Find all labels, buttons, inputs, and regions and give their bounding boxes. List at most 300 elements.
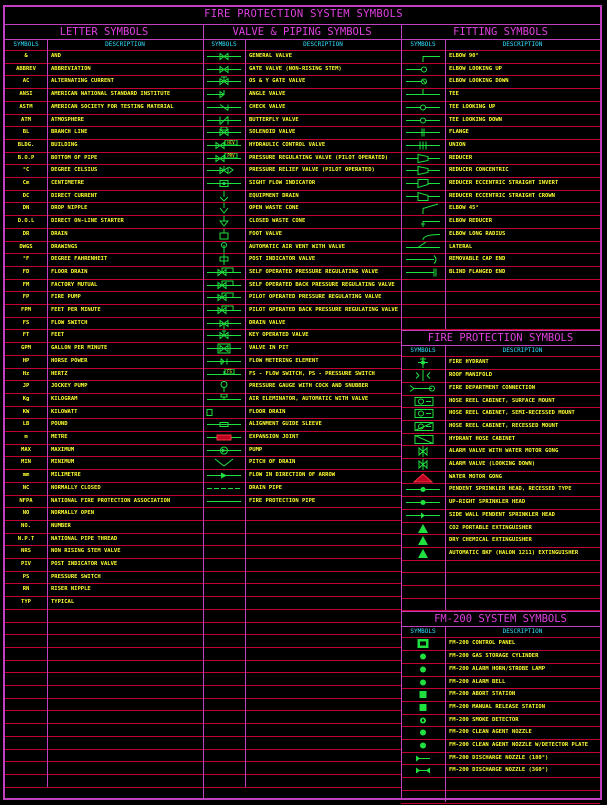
symbol-description: FIRE HYDRANT (449, 359, 489, 366)
symbol-description: POUND (51, 421, 68, 428)
symbol-description: ELBOW LONG RADIUS (449, 230, 506, 237)
symbol-description: DRAIN (51, 230, 68, 237)
fdc-icon (404, 383, 442, 394)
fm-nozzle-icon (404, 727, 442, 738)
letter-symbol: KW (22, 408, 30, 415)
symbol-description: POST INDICATOR VALVE (51, 561, 118, 567)
letter-symbol: AC (22, 78, 30, 85)
cap-end-icon (404, 254, 442, 265)
grid-line (5, 571, 203, 572)
grid-line (5, 406, 203, 407)
symbol-description: FS - FLOW SWITCH, PS - PRESSURE SWITCH (249, 370, 375, 377)
symbol-description: ALARM VALVE (LOOKING DOWN) (449, 461, 536, 467)
symbol-description: FEET (51, 332, 65, 339)
grid-line (5, 418, 203, 419)
grid-line (203, 558, 401, 559)
symbol-description: ELBOW LOOKING DOWN (449, 78, 509, 85)
grid-line (5, 253, 203, 254)
symbol-description: PILOT OPERATED PRESSURE REGULATING VALVE (249, 294, 382, 301)
key-valve-icon (205, 330, 243, 341)
symbol-description: PITCH OF DRAIN (249, 459, 296, 466)
symbol-description: METRE (51, 434, 68, 440)
hydrant-cabinet-icon (404, 434, 442, 445)
symbol-description: AUTOMATIC AIR VENT WITH VALVE (249, 243, 346, 250)
letter-symbol: MIN (21, 459, 31, 466)
symbol-description: FM-200 CONTROL PANEL (449, 640, 516, 647)
grid-line (401, 777, 600, 778)
letter-description-header: DESCRIPTION (105, 41, 145, 48)
symbol-description: DEGREE FAHRENHEIT (51, 256, 108, 263)
pitch-icon (205, 457, 243, 468)
fm-cylinder-icon (404, 651, 442, 662)
symbol-description: NUMBER (51, 522, 71, 529)
symbol-description: TYPICAL (51, 599, 75, 606)
grid-line (203, 622, 401, 623)
grid-line (5, 660, 203, 661)
self-back-prv-icon (205, 280, 243, 291)
equipment-drain-icon (205, 191, 243, 202)
gate-valve-icon (205, 51, 243, 62)
grid-line (203, 710, 401, 711)
grid-line (5, 380, 203, 381)
grid-line (5, 736, 203, 737)
grid-line (5, 317, 203, 318)
grid-line (5, 266, 203, 267)
relief-valve-icon (205, 165, 243, 176)
symbol-description: NORMALLY CLOSED (51, 484, 101, 491)
symbol-description: DRY CHEMICAL EXTINGUISHER (449, 537, 532, 544)
grid-line (203, 533, 401, 534)
grid-line (5, 164, 203, 165)
tee-up-icon (404, 102, 442, 113)
grid-line (5, 63, 203, 64)
grid-line (401, 790, 600, 791)
upright-head-icon (404, 497, 442, 508)
angle-valve-icon (205, 89, 243, 100)
tee-down-icon (404, 115, 442, 126)
letter-symbol: FT (22, 332, 30, 339)
air-vent-icon (205, 242, 243, 253)
grid-line (5, 583, 203, 584)
symbol-description: REDUCER ECCENTRIC STRAIGHT CROWN (449, 192, 555, 199)
sheet-title: FIRE PROTECTION SYSTEM SYMBOLS (204, 8, 403, 20)
symbol-description: FM-200 CLEAN AGENT NOZZLE W/DETECTOR PLATE (449, 742, 589, 748)
grid-line (5, 39, 203, 40)
symbol-description: FIRE DEPARTMENT CONNECTION (449, 384, 536, 391)
grid-line (401, 803, 600, 804)
symbol-description: AMERICAN NATIONAL STANDARD INSTITUTE (51, 91, 171, 98)
fm-abort-icon (404, 689, 442, 700)
symbol-description: PILOT OPERATED BACK PRESSURE REGULATING VALVE (249, 307, 399, 313)
symbol-description: ANGLE VALVE (249, 91, 286, 98)
letter-symbol: NO (22, 510, 30, 517)
prv-icon (205, 153, 243, 164)
grid-line (5, 545, 203, 546)
union-icon (404, 140, 442, 151)
grid-line (401, 598, 600, 599)
symbol-description: NATIONAL PIPE THREAD (51, 535, 118, 542)
letter-symbol: PS (22, 573, 30, 580)
letter-symbol: Hz (22, 370, 30, 377)
hydrant-icon (404, 357, 442, 368)
flow-switch-icon (205, 369, 243, 380)
grid-line (5, 749, 203, 750)
alarm-gong-icon (404, 446, 442, 457)
drain-pipe-icon (205, 483, 243, 494)
letter-symbol: & (24, 53, 28, 59)
grid-line (5, 190, 203, 191)
grid-line (401, 317, 600, 318)
letter-symbol: DN (22, 205, 30, 212)
symbol-description: FACTORY MUTUAL (51, 281, 98, 288)
letter-symbol: BLDG. (17, 141, 35, 148)
fm200-description-header: DESCRIPTION (502, 628, 543, 636)
symbol-description: DROP NIPPLE (51, 205, 88, 212)
symbol-description: ELBOW 45° (449, 205, 479, 212)
symbol-description: HORSE POWER (51, 357, 88, 364)
letter-symbol: NFPA (19, 497, 33, 504)
grid-line (5, 88, 203, 89)
fm200-symbols-header: SYMBOLS (410, 628, 436, 636)
grid-line (5, 177, 203, 178)
symbol-description: GALLON PER MINUTE (51, 345, 108, 352)
grid-line (5, 685, 203, 686)
grid-line (203, 647, 401, 648)
symbol-description: HERTZ (51, 370, 68, 377)
letter-symbol: NRS (21, 548, 31, 555)
grid-line (5, 114, 203, 115)
symbol-description: PUMP (249, 446, 263, 453)
flow-meter-icon (205, 356, 243, 367)
letter-symbols-header: SYMBOLS (13, 41, 39, 48)
symbol-description: FM-200 MANUAL RELEASE STATION (449, 703, 546, 710)
elbow-down-icon (404, 76, 442, 87)
grid-line (5, 444, 203, 445)
letter-symbol: FD (22, 268, 30, 275)
symbol-description: FM-200 ABORT STATION (449, 691, 516, 698)
elbow-long-icon (404, 229, 442, 240)
grid-line (203, 698, 401, 699)
grid-line (5, 139, 203, 140)
lateral-icon (404, 242, 442, 253)
letter-symbol: DC (22, 192, 30, 199)
letter-symbol: Kg (22, 395, 30, 402)
grid-line (5, 393, 203, 394)
valve-pit-icon (205, 343, 243, 354)
pendent-head-icon (404, 484, 442, 495)
symbol-description: AIR ELEMINATOR, AUTOMATIC WITH VALVE (249, 395, 369, 402)
grid-line (5, 202, 203, 203)
grid-line (5, 355, 203, 356)
grid-line (5, 761, 203, 762)
grid-line (5, 495, 203, 496)
grid-line (5, 558, 203, 559)
symbol-description: FM-200 CLEAN AGENT NOZZLE (449, 729, 532, 736)
symbol-description: UP-RIGHT SPRINKLER HEAD (449, 499, 526, 506)
svg-text:PRV: PRV (227, 152, 235, 158)
tee-icon (404, 89, 442, 100)
letter-symbol: HP (22, 357, 30, 364)
fire-pipe-icon (205, 496, 243, 507)
letter-symbol: Cm (22, 180, 30, 186)
grid-line (401, 304, 600, 305)
drain-valve-icon (205, 318, 243, 329)
grid-line (203, 545, 401, 546)
roof-manifold-icon (404, 370, 442, 381)
symbol-description: CLOSED WASTE CONE (249, 218, 306, 225)
grid-line (203, 787, 401, 788)
symbol-description: DRAIN VALVE (249, 319, 286, 326)
symbol-description: BRANCH LINE (51, 129, 88, 136)
grid-line (5, 342, 203, 343)
floor-drain-icon (205, 407, 243, 418)
letter-symbol: FM (22, 281, 30, 288)
symbol-description: FEET PER MINUTE (51, 307, 101, 313)
symbol-description: FM-200 DISCHARGE NOZZLE (180°) (449, 754, 549, 761)
grid-line (401, 330, 600, 331)
dry-chem-icon (404, 535, 442, 546)
symbol-description: BOTTOM OF PIPE (51, 154, 98, 161)
column-divider (445, 40, 446, 329)
letter-symbol: ASTM (19, 103, 33, 110)
pilot-prv-icon (205, 292, 243, 303)
symbol-description: REDUCER ECCENTRIC STRAIGHT INVERT (449, 180, 559, 186)
letter-symbol: °F (22, 256, 30, 263)
letter-symbol: DWGS (19, 243, 33, 250)
grid-line (203, 609, 401, 610)
fitting-description-header: DESCRIPTION (502, 41, 543, 48)
letter-symbol: FP (22, 294, 30, 301)
hose-semi-icon (404, 408, 442, 419)
symbol-description: AMERICAN SOCIETY FOR TESTING MATERIAL (51, 103, 174, 110)
valve-symbols-header: SYMBOLS (211, 41, 237, 48)
grid-line (5, 507, 203, 508)
symbol-description: BLIND FLANGED END (449, 268, 506, 275)
symbol-description: NATIONAL FIRE PROTECTION ASSOCIATION (51, 497, 171, 504)
symbol-description: TEE LOOKING UP (449, 103, 496, 110)
symbol-description: OPEN WASTE CONE (249, 205, 299, 212)
gate-valve-nrs-icon (205, 64, 243, 75)
symbol-description: FM-200 GAS STORAGE CYLINDER (449, 653, 539, 660)
symbol-description: FOOT VALVE (249, 230, 283, 237)
letter-symbol: ATM (21, 116, 31, 123)
pressure-gauge-icon (205, 381, 243, 392)
co2-icon (404, 523, 442, 534)
symbol-description: KEY OPERATED VALVE (249, 332, 309, 339)
symbol-description: FIRE PROTECTION PIPE (249, 497, 316, 504)
closed-cone-icon (205, 216, 243, 227)
grid-line (5, 50, 203, 51)
elbow-90-icon (404, 51, 442, 62)
letter-symbol: DR (22, 230, 30, 237)
grid-line (5, 329, 203, 330)
elbow-up-icon (404, 64, 442, 75)
symbol-description: FLOOR DRAIN (249, 408, 286, 415)
letter-symbol: LB (22, 421, 30, 428)
grid-line (5, 533, 203, 534)
symbol-description: POST INDICATOR VALVE (249, 256, 316, 263)
letter-symbol: GPM (21, 345, 31, 352)
grid-line (203, 39, 401, 40)
elbow-reducer-icon (404, 216, 442, 227)
hydraulic-valve-icon (205, 140, 243, 151)
grid-line (5, 368, 203, 369)
symbol-description: FLANGE (449, 129, 469, 136)
symbol-description: SOLENOID VALVE (249, 129, 296, 136)
sidewall-head-icon (404, 510, 442, 521)
symbol-description: EQUIPMENT DRAIN (249, 192, 299, 199)
symbol-description: RISER NIPPLE (51, 586, 91, 593)
symbol-description: PENDENT SPRINKLER HEAD, RECESSED TYPE (449, 486, 572, 493)
letter-symbol: FPM (21, 307, 31, 313)
grid-line (203, 520, 401, 521)
flow-arrow-icon (205, 470, 243, 481)
symbol-description: REDUCER CONCENTRIC (449, 167, 509, 174)
grid-line (5, 787, 203, 788)
letter-symbol: BL (22, 129, 30, 136)
symbol-description: FM-200 ALARM BELL (449, 678, 506, 685)
symbol-description: MAXIMUM (51, 446, 75, 453)
symbol-description: SELF OPERATED PRESSURE REGULATING VALVE (249, 268, 379, 275)
flange-icon (404, 127, 442, 138)
water-gong-icon (404, 472, 442, 483)
symbol-description: DEGREE CELSIUS (51, 167, 98, 174)
valve-description-header: DESCRIPTION (303, 41, 343, 48)
grid-line (401, 291, 600, 292)
alarm-valve-icon (404, 459, 442, 470)
symbol-description: ELBOW 90° (449, 53, 479, 59)
solenoid-valve-icon (205, 127, 243, 138)
symbol-description: WATER MOTOR GONG (449, 473, 502, 480)
svg-text:FS: FS (227, 368, 232, 374)
symbol-description: MILIMETRE (51, 472, 81, 479)
symbol-description: HOSE REEL CABINET, SURFACE MOUNT (449, 397, 555, 404)
symbol-description: OS & Y GATE VALVE (249, 78, 306, 85)
check-valve-icon (205, 102, 243, 113)
symbol-description: AUTOMATIC BKF (HALON 1211) EXTINGUISHER (449, 549, 579, 556)
halon-icon (404, 548, 442, 559)
column-divider (47, 40, 48, 787)
symbol-description: CENTIMETRE (51, 180, 85, 186)
symbol-description: FIRE PUMP (51, 294, 81, 301)
letter-symbol: NC (22, 484, 30, 491)
symbol-description: HOSE REEL CABINET, RECESSED MOUNT (449, 422, 559, 429)
grid-line (203, 685, 401, 686)
fm-smoke-icon (404, 715, 442, 726)
post-indicator-icon (205, 254, 243, 265)
grid-line (5, 634, 203, 635)
symbol-description: BUILDING (51, 141, 78, 148)
grid-line (5, 622, 203, 623)
symbol-description: ALARM VALVE WITH WATER MOTOR GONG (449, 448, 559, 455)
letter-symbol: TYP (21, 599, 31, 606)
reducer-icon (404, 153, 442, 164)
fire-section-title: FIRE PROTECTION SYMBOLS (427, 332, 574, 345)
grid-line (203, 774, 401, 775)
sight-flow-icon (205, 178, 243, 189)
letter-symbol: ABBREV (16, 65, 36, 72)
symbol-description: TEE (449, 91, 459, 98)
letter-section-title: LETTER SYMBOLS (59, 26, 149, 38)
symbol-description: FM-200 SMOKE DETECTOR (449, 716, 519, 723)
grid-line (203, 761, 401, 762)
grid-line (203, 660, 401, 661)
grid-line (5, 710, 203, 711)
symbol-description: SIGHT FLOW INDICATOR (249, 180, 316, 186)
grid-line (5, 291, 203, 292)
symbol-description: FLOW METERING ELEMENT (249, 357, 319, 364)
symbol-description: DIRECT CURRENT (51, 192, 98, 199)
symbol-description: DRAWINGS (51, 243, 78, 250)
grid-line (5, 647, 203, 648)
symbol-description: PRESSURE SWITCH (51, 573, 101, 580)
fm200-section-title: FM-200 SYSTEM SYMBOLS (434, 613, 567, 626)
grid-line (5, 215, 203, 216)
grid-line (401, 279, 600, 280)
alignment-guide-icon (205, 419, 243, 430)
symbol-description: KILOGRAM (51, 395, 78, 402)
grid-line (5, 24, 600, 25)
column-divider (445, 627, 446, 802)
fm-bell-icon (404, 677, 442, 688)
symbol-description: ALIGNMENT GUIDE SLEEVE (249, 421, 322, 428)
symbol-description: EXPANSION JOINT (249, 434, 299, 440)
grid-line (5, 431, 203, 432)
foot-valve-icon (205, 229, 243, 240)
symbol-description: ELBOW REDUCER (449, 218, 493, 225)
elbow-45-icon (404, 203, 442, 214)
symbol-description: SIDE WALL PENDENT SPRINKLER HEAD (449, 511, 555, 518)
fitting-symbols-header: SYMBOLS (410, 41, 436, 48)
grid-line (401, 611, 600, 612)
column-divider (203, 24, 204, 798)
fm-manual-icon (404, 702, 442, 713)
hose-surface-icon (404, 396, 442, 407)
symbol-description: VALVE IN PIT (249, 345, 289, 352)
symbol-description: FM-200 DISCHARGE NOZZLE (360°) (449, 767, 549, 774)
butterfly-valve-icon (205, 115, 243, 126)
grid-line (5, 228, 203, 229)
symbol-description: TEE LOOKING DOWN (449, 116, 502, 123)
symbol-description: LATERAL (449, 243, 473, 250)
grid-line (5, 101, 203, 102)
grid-line (5, 126, 203, 127)
symbol-description: BUTTERFLY VALVE (249, 116, 299, 123)
grid-line (5, 304, 203, 305)
grid-line (5, 152, 203, 153)
reducer-concentric-icon (404, 165, 442, 176)
column-divider (445, 346, 446, 610)
symbol-description: FLOW IN DIRECTION OF ARROW (249, 472, 336, 479)
fire-description-header: DESCRIPTION (502, 347, 543, 355)
letter-symbol: PIV (21, 561, 31, 567)
symbol-description: CHECK VALVE (249, 103, 286, 110)
grid-line (401, 626, 600, 627)
symbol-description: ROOF MANIFOLD (449, 372, 493, 379)
symbol-description: HYDRANT HOSE CABINET (449, 435, 516, 442)
fm-discharge-180-icon (404, 753, 442, 764)
symbol-description: PRESSURE REGULATING VALVE (PILOT OPERATED) (249, 154, 389, 161)
grid-line (401, 585, 600, 586)
grid-line (5, 482, 203, 483)
self-prv-icon (205, 267, 243, 278)
grid-line (5, 75, 203, 76)
letter-symbol: RN (22, 586, 30, 593)
grid-line (203, 736, 401, 737)
symbol-description: FM-200 ALARM HORN/STROBE LAMP (449, 665, 546, 672)
os-y-gate-valve-icon (205, 76, 243, 87)
fm-discharge-360-icon (404, 765, 442, 776)
